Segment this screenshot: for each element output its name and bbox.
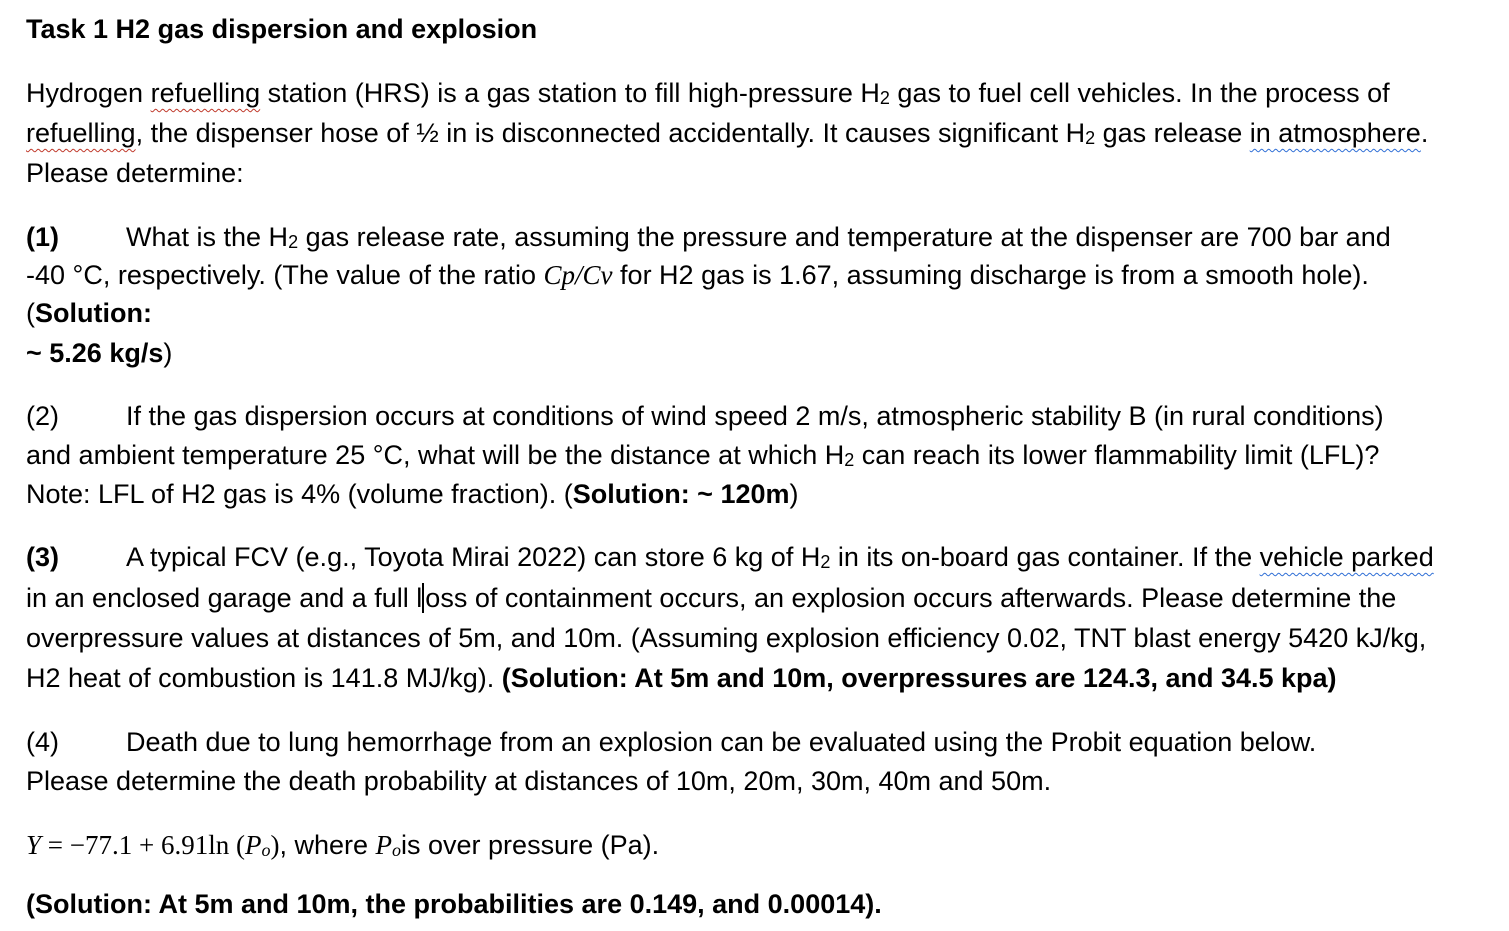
text-run: Death due to lung hemorrhage from an explosion can be evaluated using the Probit equation below.	[126, 727, 1317, 757]
text-run: can reach its lower flammability limit (LFL)?	[854, 440, 1380, 470]
q3-solution: (Solution: At 5m and 10m, overpressures are 124.3, and 34.5 kpa)	[501, 663, 1337, 693]
q3-number: (3)	[26, 542, 59, 572]
text-run: If the gas dispersion occurs at conditions of wind speed 2 m/s, atmospheric stability B (in rural conditions)	[126, 401, 1384, 431]
text-run: gas to fuel cell vehicles. In the process of	[889, 78, 1390, 108]
q3-line-2	[26, 578, 1396, 618]
q2-number: (2)	[26, 401, 59, 431]
text-run: for H2 gas is 1.67, assuming discharge is from a smooth hole).	[612, 260, 1369, 290]
subscript: 2	[1085, 128, 1096, 148]
q4-solution: (Solution: At 5m and 10m, the probabilities are 0.149, and 0.00014).	[26, 889, 882, 919]
subscript: o	[392, 840, 402, 860]
text-run: oss of containment occurs, an explosion occurs afterwards. Please determine the	[425, 583, 1397, 613]
q2-line-1	[26, 396, 1384, 436]
q4-line-2: Please determine the death probability at distances of 10m, 20m, 30m, 40m and 50m.	[26, 766, 1052, 796]
subscript: o	[261, 840, 271, 860]
solution-label: Solution:	[35, 298, 152, 328]
spellcheck-word[interactable]: refuelling	[150, 78, 261, 108]
subscript: 2	[879, 88, 890, 108]
spellcheck-word[interactable]: refuelling	[26, 118, 136, 148]
q1-line-2	[26, 255, 1369, 295]
text-run: in its on-board gas container. If the	[830, 542, 1260, 572]
eq-body: = −77.1 + 6.91ln (	[41, 830, 245, 860]
text-run: .	[1420, 118, 1429, 148]
text-run: in an enclosed garage and a full l	[26, 583, 423, 613]
q3-line-3: overpressure values at distances of 5m, and 10m. (Assuming explosion efficiency 0.02, TNT blast energy 5420 kJ/kg,	[26, 623, 1427, 653]
text-run: )	[789, 479, 799, 509]
subscript: 2	[288, 232, 299, 252]
q3-line-4	[26, 658, 1337, 698]
text-run: Hydrogen	[26, 78, 151, 108]
text-run: , the dispenser hose of ½ in is disconnected accidentally. It causes significant H	[135, 118, 1086, 148]
text-run: Note: LFL of H2 gas is 4% (volume fraction). (	[26, 479, 573, 509]
math-ratio: Cp/Cv	[543, 260, 613, 290]
q1-solution-value: ~ 5.26 kg/s	[26, 338, 164, 368]
text-run: station (HRS) is a gas station to fill high-pressure H	[260, 78, 880, 108]
text-run: -40 °C, respectively. (The value of the ratio	[26, 260, 544, 290]
q3-line-1	[26, 537, 1434, 582]
q4-number: (4)	[26, 727, 59, 757]
text-cursor	[422, 583, 424, 613]
q1-number: (1)	[26, 222, 59, 252]
eq-p: P	[244, 830, 262, 860]
text-run: , where	[279, 830, 376, 860]
text-run: What is the H	[126, 222, 289, 252]
subscript: 2	[844, 450, 855, 470]
text-run: )	[163, 338, 173, 368]
grammar-phrase[interactable]: in atmosphere	[1249, 118, 1421, 148]
q1-line-3	[26, 293, 152, 333]
q2-line-3	[26, 474, 799, 514]
q4-line-1	[26, 722, 1316, 762]
intro-line-2	[26, 113, 1428, 158]
text-run: H2 heat of combustion is 141.8 MJ/kg).	[26, 663, 502, 693]
q2-solution: Solution: ~ 120m	[572, 479, 790, 509]
text-run: gas release	[1095, 118, 1250, 148]
intro-line-1	[26, 73, 1390, 118]
page-title: Task 1 H2 gas dispersion and explosion	[26, 14, 538, 44]
probit-equation	[26, 825, 659, 870]
eq-p: P	[375, 830, 393, 860]
subscript: 2	[820, 552, 831, 572]
grammar-phrase[interactable]: vehicle parked	[1259, 542, 1434, 572]
text-run: (	[26, 298, 35, 328]
text-run: is over pressure (Pa).	[401, 830, 660, 860]
text-run: A typical FCV (e.g., Toyota Mirai 2022) can store 6 kg of H	[126, 542, 821, 572]
eq-close: )	[270, 830, 280, 860]
eq-y: Y	[26, 830, 42, 860]
text-run: and ambient temperature 25 °C, what will be the distance at which H	[26, 440, 845, 470]
intro-line-3: Please determine:	[26, 158, 244, 188]
q1-line-4	[26, 333, 172, 373]
text-run: gas release rate, assuming the pressure and temperature at the dispenser are 700 bar and	[298, 222, 1391, 252]
